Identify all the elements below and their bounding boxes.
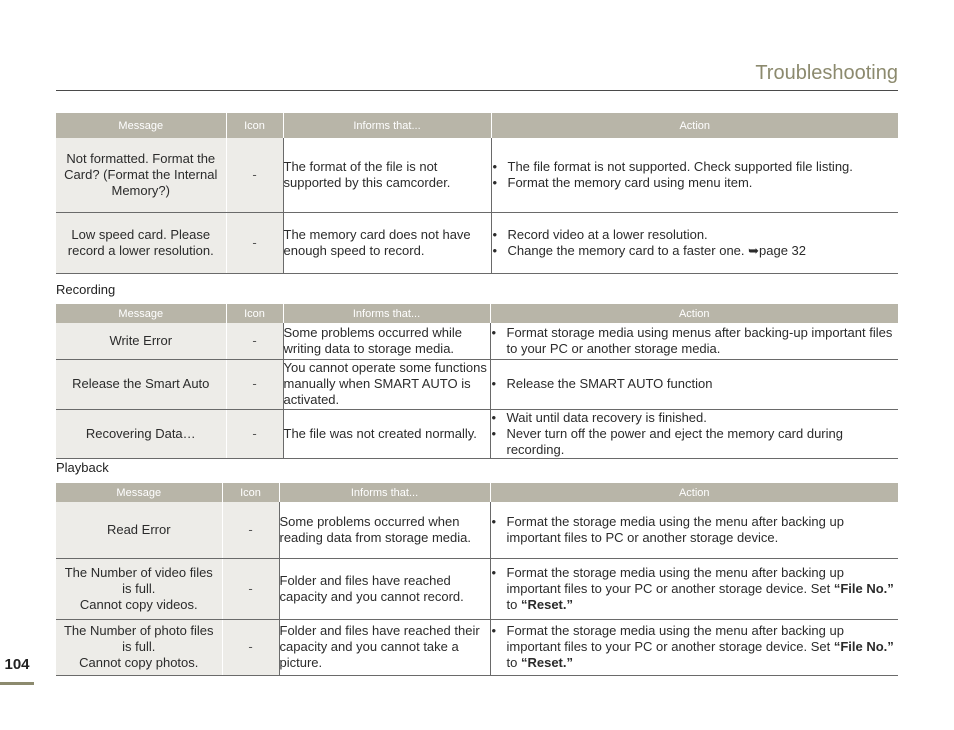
setting-name: “File No.” [833, 580, 894, 596]
section-heading-playback: Playback [56, 460, 109, 475]
informs-cell: The format of the file is not supported by this camcorder. [283, 138, 491, 212]
header-informs: Informs that... [283, 304, 490, 323]
header-message: Message [56, 304, 226, 323]
action-item: • The file format is not supported. Check supported file listing. [508, 159, 899, 175]
table-row [56, 502, 898, 558]
message-line: is full. [122, 580, 156, 596]
action-text: Format the storage media using the menu after backing up important files to your PC or another storage device. Set [506, 623, 844, 654]
error-table-general [56, 113, 898, 274]
informs-cell: Folder and files have reached capacity and you cannot record. [279, 558, 490, 619]
table-row [56, 619, 898, 675]
table-row [56, 138, 898, 212]
page-number-underline [0, 682, 34, 685]
action-item: • Wait until data recovery is finished. [507, 410, 899, 426]
icon-cell: - [226, 359, 283, 409]
table-row [56, 558, 898, 619]
table-row [56, 409, 898, 458]
icon-cell: - [222, 558, 279, 619]
header-informs: Informs that... [283, 113, 491, 138]
message-line: The Number of photo files [63, 623, 214, 638]
message-cell [56, 619, 222, 675]
table-row [56, 323, 898, 359]
action-item [507, 623, 899, 671]
action-item: • Format the memory card using menu item. [508, 175, 899, 191]
section-heading-recording: Recording [56, 282, 116, 297]
action-text: to [506, 596, 521, 612]
message-cell: Recovering Data… [56, 409, 226, 458]
header-icon: Icon [226, 304, 283, 323]
message-line: is full. [122, 639, 156, 654]
action-cell [491, 138, 898, 212]
icon-cell: - [226, 409, 283, 458]
table-row [56, 359, 898, 409]
message-line: The Number of video files [64, 564, 213, 580]
action-cell [490, 359, 898, 409]
page-number: 104 [4, 656, 30, 673]
message-cell: Low speed card. Please record a lower resolution. [56, 212, 226, 273]
message-cell [56, 558, 222, 619]
title-divider [56, 90, 898, 91]
header-action: Action [490, 483, 898, 502]
header-message: Message [56, 483, 222, 502]
header-icon: Icon [222, 483, 279, 502]
action-item: • Change the memory card to a faster one. ➥page 32 [508, 243, 899, 259]
error-table-recording [56, 304, 898, 459]
setting-name: “File No.” [833, 639, 894, 654]
icon-cell: - [226, 138, 283, 212]
icon-cell: - [226, 323, 283, 359]
header-action: Action [491, 113, 898, 138]
header-informs: Informs that... [279, 483, 490, 502]
action-cell [490, 409, 898, 458]
message-line: Cannot copy videos. [79, 596, 198, 612]
action-item: • Record video at a lower resolution. [508, 227, 899, 243]
action-text: Format the storage media using the menu after backing up important files to your PC or another storage device. Set [506, 564, 844, 596]
action-text: to [506, 655, 521, 670]
message-cell: Not formatted. Format the Card? (Format the Internal Memory?) [56, 138, 226, 212]
action-item: • Format the storage media using the menu after backing up important files to PC or another storage device. [507, 514, 899, 546]
informs-cell: Folder and files have reached their capacity and you cannot take a picture. [279, 619, 490, 675]
icon-cell: - [222, 619, 279, 675]
error-table-playback [56, 483, 898, 676]
setting-value: “Reset.” [520, 596, 573, 612]
page-title: Troubleshooting [755, 62, 898, 84]
action-item: • Release the SMART AUTO function [507, 376, 899, 392]
action-cell [490, 502, 898, 558]
message-cell: Release the Smart Auto [56, 359, 226, 409]
message-line: Cannot copy photos. [79, 655, 199, 670]
informs-cell: The file was not created normally. [283, 409, 490, 458]
message-cell: Write Error [56, 323, 226, 359]
header-icon: Icon [226, 113, 283, 138]
informs-cell: Some problems occurred while writing data to storage media. [283, 323, 490, 359]
informs-cell: Some problems occurred when reading data from storage media. [279, 502, 490, 558]
setting-value: “Reset.” [520, 655, 573, 670]
action-cell [490, 323, 898, 359]
action-cell [490, 619, 898, 675]
informs-cell: You cannot operate some functions manually when SMART AUTO is activated. [283, 359, 490, 409]
header-action: Action [490, 304, 898, 323]
informs-cell: The memory card does not have enough speed to record. [283, 212, 491, 273]
icon-cell: - [222, 502, 279, 558]
action-cell [490, 558, 898, 619]
action-item [507, 565, 899, 613]
action-item: • Format storage media using menus after backing-up important files to your PC or another storage media. [507, 325, 899, 357]
action-item: • Never turn off the power and eject the memory card during recording. [507, 426, 899, 458]
header-message: Message [56, 113, 226, 138]
action-cell [491, 212, 898, 273]
icon-cell: - [226, 212, 283, 273]
table-row [56, 212, 898, 273]
message-cell: Read Error [56, 502, 222, 558]
